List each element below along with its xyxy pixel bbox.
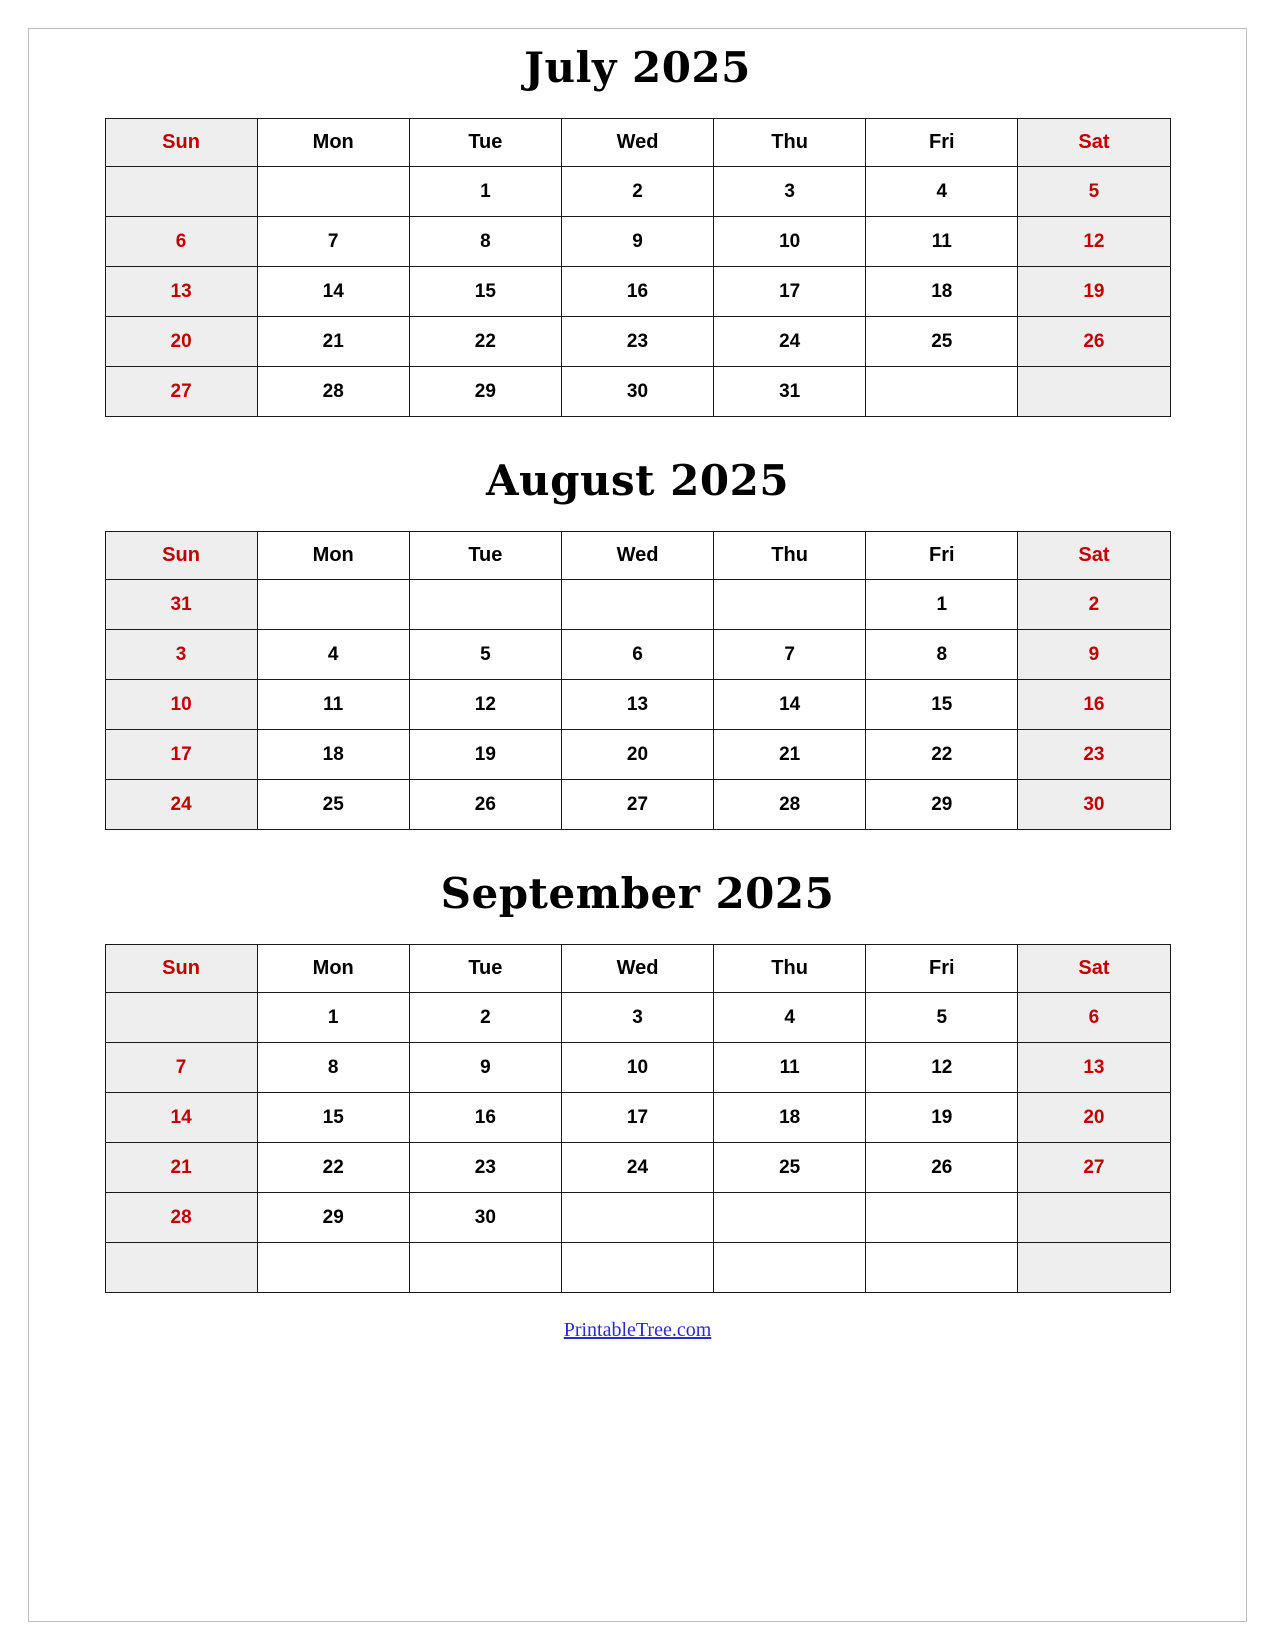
day-cell: 24 (105, 780, 257, 830)
day-cell: 4 (866, 167, 1018, 217)
day-cell: 3 (105, 630, 257, 680)
day-cell: 31 (105, 580, 257, 630)
weekday-header-row (105, 119, 1170, 167)
weekday-tue: Tue (409, 532, 561, 580)
weekday-mon: Mon (257, 119, 409, 167)
calendar-body-july (105, 119, 1170, 417)
month-title-august: August 2025 (485, 456, 790, 506)
day-cell (561, 1193, 713, 1243)
day-cell (257, 167, 409, 217)
day-cell: 25 (257, 780, 409, 830)
day-cell: 30 (1018, 780, 1170, 830)
weekday-mon: Mon (257, 532, 409, 580)
week-row (105, 317, 1170, 367)
weekday-sat: Sat (1018, 119, 1170, 167)
day-cell: 30 (561, 367, 713, 417)
day-cell: 10 (714, 217, 866, 267)
day-cell: 2 (409, 993, 561, 1043)
day-cell: 7 (257, 217, 409, 267)
day-cell: 15 (257, 1093, 409, 1143)
day-cell: 14 (105, 1093, 257, 1143)
weekday-sat: Sat (1018, 532, 1170, 580)
week-row (105, 1243, 1170, 1293)
weekday-fri: Fri (866, 119, 1018, 167)
calendar-table-august (105, 531, 1171, 830)
week-row (105, 1193, 1170, 1243)
day-cell (105, 167, 257, 217)
day-cell: 1 (257, 993, 409, 1043)
day-cell: 27 (561, 780, 713, 830)
day-cell: 10 (561, 1043, 713, 1093)
weekday-fri: Fri (866, 945, 1018, 993)
day-cell (714, 580, 866, 630)
day-cell: 22 (409, 317, 561, 367)
day-cell: 18 (866, 267, 1018, 317)
day-cell: 5 (1018, 167, 1170, 217)
day-cell: 25 (866, 317, 1018, 367)
calendar-body-september (105, 945, 1170, 1293)
day-cell: 12 (1018, 217, 1170, 267)
day-cell (714, 1243, 866, 1293)
month-block-august (93, 456, 1183, 830)
day-cell: 16 (561, 267, 713, 317)
day-cell: 20 (1018, 1093, 1170, 1143)
day-cell: 21 (257, 317, 409, 367)
day-cell: 10 (105, 680, 257, 730)
weekday-wed: Wed (561, 119, 713, 167)
day-cell: 23 (561, 317, 713, 367)
day-cell: 8 (257, 1043, 409, 1093)
day-cell: 17 (561, 1093, 713, 1143)
day-cell: 27 (105, 367, 257, 417)
week-row (105, 993, 1170, 1043)
day-cell (409, 580, 561, 630)
week-row (105, 580, 1170, 630)
day-cell: 17 (105, 730, 257, 780)
day-cell: 21 (714, 730, 866, 780)
day-cell: 6 (1018, 993, 1170, 1043)
weekday-tue: Tue (409, 119, 561, 167)
weekday-wed: Wed (561, 945, 713, 993)
week-row (105, 367, 1170, 417)
day-cell: 1 (866, 580, 1018, 630)
weekday-thu: Thu (714, 945, 866, 993)
week-row (105, 630, 1170, 680)
printabletree-link[interactable]: PrintableTree.com (563, 1319, 712, 1342)
week-row (105, 780, 1170, 830)
day-cell: 5 (866, 993, 1018, 1043)
day-cell: 15 (866, 680, 1018, 730)
day-cell: 26 (866, 1143, 1018, 1193)
day-cell (409, 1243, 561, 1293)
day-cell (561, 580, 713, 630)
day-cell (105, 993, 257, 1043)
weekday-mon: Mon (257, 945, 409, 993)
day-cell: 4 (714, 993, 866, 1043)
day-cell: 19 (409, 730, 561, 780)
weekday-sun: Sun (105, 532, 257, 580)
week-row (105, 217, 1170, 267)
day-cell: 28 (257, 367, 409, 417)
weekday-tue: Tue (409, 945, 561, 993)
calendar-content (93, 28, 1183, 1342)
day-cell (866, 367, 1018, 417)
day-cell: 13 (561, 680, 713, 730)
day-cell: 18 (257, 730, 409, 780)
day-cell: 23 (1018, 730, 1170, 780)
calendar-table-september (105, 944, 1171, 1293)
week-row (105, 1093, 1170, 1143)
weekday-thu: Thu (714, 532, 866, 580)
weekday-thu: Thu (714, 119, 866, 167)
day-cell: 4 (257, 630, 409, 680)
weekday-sun: Sun (105, 119, 257, 167)
day-cell: 9 (561, 217, 713, 267)
day-cell (1018, 367, 1170, 417)
day-cell: 1 (409, 167, 561, 217)
day-cell: 11 (257, 680, 409, 730)
day-cell: 13 (105, 267, 257, 317)
day-cell: 29 (257, 1193, 409, 1243)
weekday-sat: Sat (1018, 945, 1170, 993)
day-cell: 8 (409, 217, 561, 267)
day-cell (257, 1243, 409, 1293)
day-cell: 24 (714, 317, 866, 367)
day-cell: 15 (409, 267, 561, 317)
week-row (105, 267, 1170, 317)
calendar-body-august (105, 532, 1170, 830)
day-cell (866, 1243, 1018, 1293)
day-cell: 8 (866, 630, 1018, 680)
day-cell: 25 (714, 1143, 866, 1193)
day-cell: 17 (714, 267, 866, 317)
day-cell (561, 1243, 713, 1293)
week-row (105, 730, 1170, 780)
day-cell: 22 (257, 1143, 409, 1193)
day-cell: 30 (409, 1193, 561, 1243)
weekday-header-row (105, 945, 1170, 993)
month-title-september: September 2025 (440, 869, 835, 919)
week-row (105, 1043, 1170, 1093)
month-block-september (93, 869, 1183, 1293)
day-cell: 14 (257, 267, 409, 317)
day-cell: 12 (866, 1043, 1018, 1093)
day-cell (1018, 1243, 1170, 1293)
day-cell: 27 (1018, 1143, 1170, 1193)
day-cell: 19 (1018, 267, 1170, 317)
day-cell: 3 (714, 167, 866, 217)
day-cell: 20 (105, 317, 257, 367)
weekday-sun: Sun (105, 945, 257, 993)
month-title-july: July 2025 (524, 43, 751, 92)
day-cell: 11 (866, 217, 1018, 267)
calendar-table-july (105, 118, 1171, 417)
day-cell: 29 (409, 367, 561, 417)
day-cell: 23 (409, 1143, 561, 1193)
day-cell: 16 (1018, 680, 1170, 730)
day-cell: 19 (866, 1093, 1018, 1143)
day-cell: 22 (866, 730, 1018, 780)
footer (93, 1319, 1183, 1342)
week-row (105, 680, 1170, 730)
day-cell: 9 (1018, 630, 1170, 680)
day-cell: 5 (409, 630, 561, 680)
day-cell: 29 (866, 780, 1018, 830)
day-cell: 2 (1018, 580, 1170, 630)
day-cell: 20 (561, 730, 713, 780)
day-cell: 26 (1018, 317, 1170, 367)
day-cell: 24 (561, 1143, 713, 1193)
day-cell: 7 (714, 630, 866, 680)
day-cell: 21 (105, 1143, 257, 1193)
weekday-wed: Wed (561, 532, 713, 580)
day-cell: 9 (409, 1043, 561, 1093)
day-cell: 16 (409, 1093, 561, 1143)
day-cell: 2 (561, 167, 713, 217)
day-cell: 14 (714, 680, 866, 730)
week-row (105, 1143, 1170, 1193)
day-cell: 6 (105, 217, 257, 267)
day-cell (1018, 1193, 1170, 1243)
week-row (105, 167, 1170, 217)
day-cell: 18 (714, 1093, 866, 1143)
day-cell: 3 (561, 993, 713, 1043)
day-cell: 26 (409, 780, 561, 830)
day-cell (257, 580, 409, 630)
day-cell: 11 (714, 1043, 866, 1093)
day-cell: 13 (1018, 1043, 1170, 1093)
day-cell: 28 (714, 780, 866, 830)
day-cell: 12 (409, 680, 561, 730)
day-cell: 7 (105, 1043, 257, 1093)
day-cell: 28 (105, 1193, 257, 1243)
month-block-july (93, 43, 1183, 417)
day-cell: 6 (561, 630, 713, 680)
day-cell: 31 (714, 367, 866, 417)
weekday-fri: Fri (866, 532, 1018, 580)
day-cell (105, 1243, 257, 1293)
weekday-header-row (105, 532, 1170, 580)
day-cell (866, 1193, 1018, 1243)
day-cell (714, 1193, 866, 1243)
